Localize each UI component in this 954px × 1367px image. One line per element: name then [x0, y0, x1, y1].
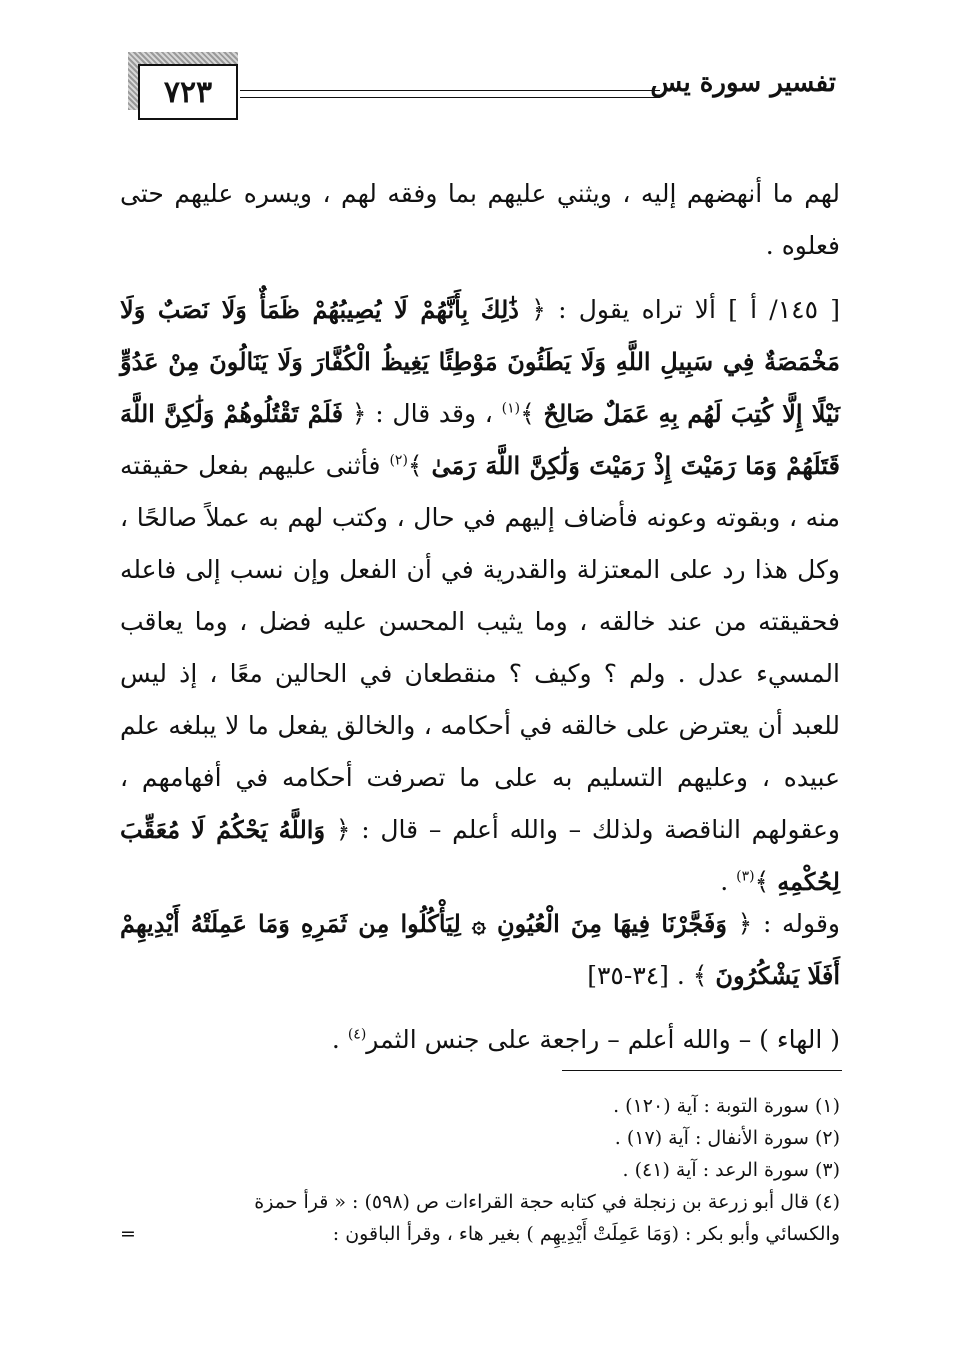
- folio-marker-text: [ ١٤٥/ أ ] ألا تراه يقول : ﴿: [531, 295, 840, 324]
- footnote-4-line-1: (٤) قال أبو زرعة بن زنجلة في كتابه حجة القراءات ص (٥٩٨) : « قرأ حمزة: [254, 1191, 840, 1213]
- footnote-rule: [562, 1070, 842, 1071]
- running-title: تفسير سورة يس: [650, 68, 836, 98]
- verse-close-bracket: ﴾: [520, 399, 535, 428]
- footnote-ref-1: (١): [501, 400, 521, 417]
- continuation-mark: =: [120, 1223, 136, 1245]
- sentence-end: .: [720, 867, 729, 896]
- verse-intro: وقوله : ﴿: [737, 909, 840, 938]
- verse-close-bracket: ﴾: [754, 867, 770, 896]
- footnote-ref-4: (٤): [347, 1026, 367, 1043]
- quran-verse-yasin: وَفَجَّرْنَا فِيهَا مِنَ الْعُيُونِ ۞ لِيَأْكُلُوا مِن ثَمَرِهِ وَمَا عَمِلَتْهُ أَيْدِيهِمْ أَفَلَا يَشْكُرُونَ: [120, 909, 840, 990]
- header-rule: [240, 90, 660, 98]
- transition-text: ، وقد قال : ﴿: [351, 399, 493, 428]
- paragraph-4-text: ( الهاء ) – والله أعلم – راجعة على جنس الثمر: [366, 1025, 840, 1054]
- footnote-4-line-2-row: [120, 1218, 840, 1250]
- footnote-2: (٢) سورة الأنفال : آية (١٧) .: [614, 1127, 840, 1149]
- paragraph-3: [120, 898, 840, 1002]
- footnotes: [120, 1090, 840, 1250]
- paragraph-2: [120, 284, 840, 908]
- quran-verse-raad: وَاللَّهُ يَحْكُمُ لَا مُعَقِّبَ لِحُكْمِهِ: [120, 815, 840, 896]
- commentary-text: فأثنى عليهم بفعل حقيقته منه ، وبقوته وعونه فأضاف إليهم في حال ، وكتب لهم به عملاً صالحًا ، وكل هذا رد على المعتزلة والقدرية في أن الفعل وإن نسب إلى فاعله فحقيقته من عند خالقه ، وما يثيب المحسن عليه فضل ، وما يعاقب المسيء عدل . ولم ؟ وكيف ؟ منقطعان في الحالين معًا ، إذ ليس للعبد أن يعترض على خالقه في أحكامه ، والخالق يفعل ما لا يبلغه علم عبيده ، وعليهم التسليم به على ما تصرفت أحكامه في أفهامهم ، وعقولهم الناقصة ولذلك – والله أعلم – قال : ﴿: [120, 451, 840, 844]
- footnote-ref-3: (٣): [736, 868, 755, 885]
- footnote-ref-2: (٢): [389, 452, 408, 469]
- verse-reference: ﴾ . [٣٤-٣٥]: [587, 961, 708, 990]
- paragraph-4: [230, 1014, 840, 1066]
- sentence-end: .: [331, 1025, 340, 1054]
- page-number: ٧٢٣: [138, 64, 238, 120]
- paragraph-1: [120, 168, 840, 272]
- quran-verse-tawbah: ذَٰلِكَ بِأَنَّهُمْ لَا يُصِيبُهُمْ ظَمَأٌ وَلَا نَصَبٌ وَلَا مَخْمَصَةٌ فِي سَبِيلِ اللَّهِ وَلَا يَطَئُونَ مَوْطِئًا يَغِيظُ الْكُفَّارَ وَلَا يَنَالُونَ مِنْ عَدُوٍّ نَيْلًا إِلَّا كُتِبَ لَهُم بِهِ عَمَلٌ صَالِحٌ: [120, 295, 840, 428]
- quran-verse-anfal: فَلَمْ تَقْتُلُوهُمْ وَلَٰكِنَّ اللَّهَ قَتَلَهُمْ وَمَا رَمَيْتَ إِذْ رَمَيْتَ وَلَٰكِنَّ اللَّهَ رَمَىٰ: [120, 399, 840, 480]
- footnote-3: (٣) سورة الرعد : آية (٤١) .: [622, 1159, 840, 1181]
- paragraph-1-text: لهم ما أنهضهم إليه ، ويثني عليهم بما وفقه لهم ، ويسره عليهم حتى فعلوه .: [120, 179, 840, 260]
- footnote-1: (١) سورة التوبة : آية (١٢٠) .: [613, 1095, 840, 1117]
- footnote-4-line-2: والكسائي وأبو بكر : (وَمَا عَمِلَتْ أَيْدِيهِم ) بغير هاء ، وقرأ الباقون :: [332, 1223, 840, 1245]
- verse-close-bracket: ﴾: [407, 451, 423, 480]
